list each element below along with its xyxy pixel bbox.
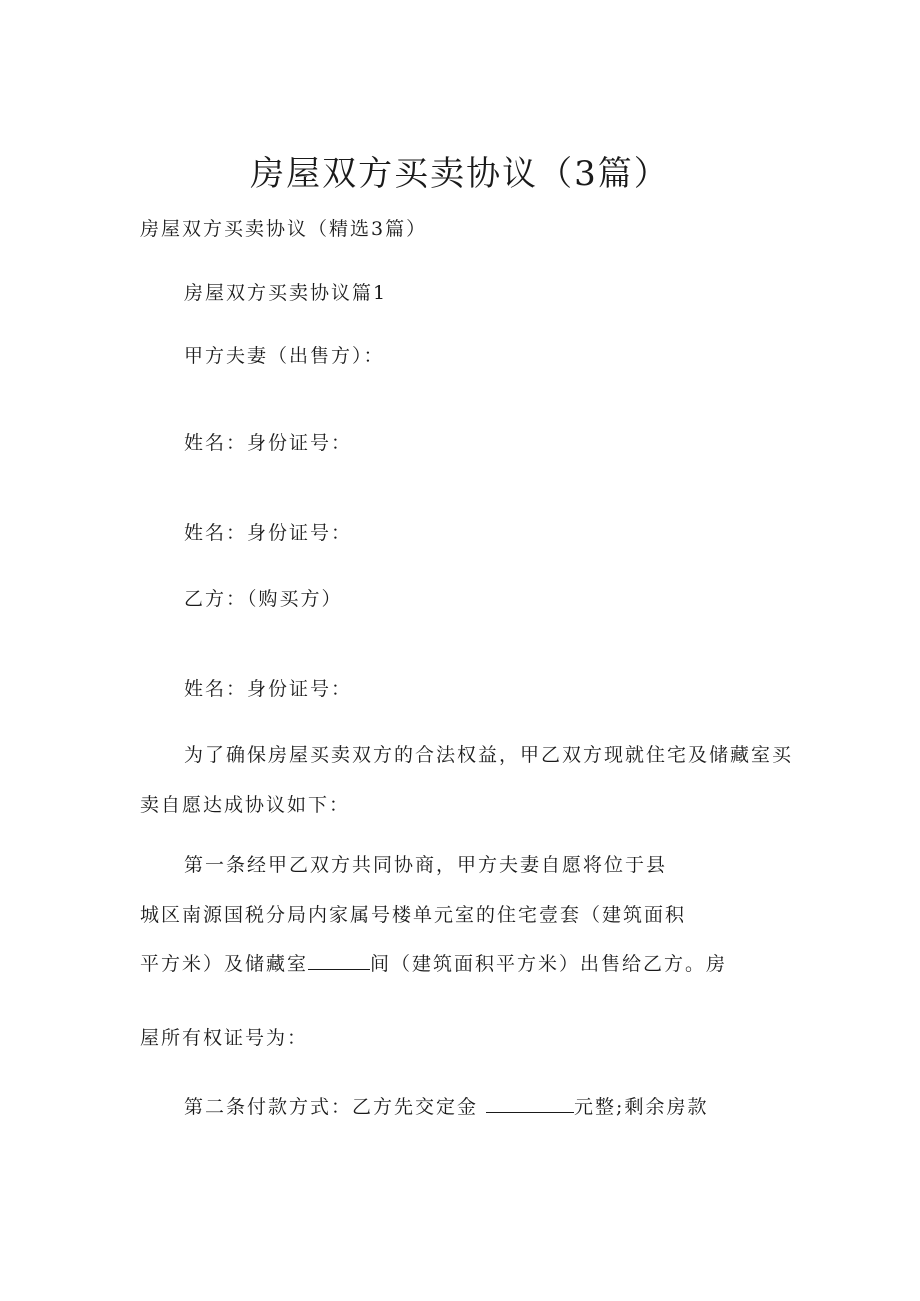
intro-paragraph-line-1: 为了确保房屋买卖双方的合法权益，甲乙双方现就住宅及储藏室买: [184, 744, 794, 766]
article-2-end: 元整;剩余房款: [574, 1096, 709, 1118]
name-id-line-2: 姓名：身份证号：: [184, 522, 353, 544]
name-id-line-1: 姓名：身份证号：: [184, 432, 353, 454]
document-subtitle: 房屋双方买卖协议（精选3篇）: [140, 218, 428, 240]
storage-count-blank: [308, 951, 370, 970]
section-heading: 房屋双方买卖协议篇1: [184, 282, 388, 304]
article-1-line-3-start: 平方米）及储藏室: [140, 953, 309, 975]
article-1-line-3-end: 间（建筑面积平方米）出售给乙方。房: [370, 953, 728, 975]
intro-paragraph-line-2: 卖自愿达成协议如下：: [140, 794, 351, 816]
article-2-start: 第二条付款方式：乙方先交定金: [184, 1096, 487, 1118]
article-1-line-1: 第一条经甲乙双方共同协商，甲方夫妻自愿将位于县: [184, 854, 668, 876]
article-1-line-2: 城区南源国税分局内家属号楼单元室的住宅壹套（建筑面积: [140, 904, 687, 926]
party-b-label: 乙方：（购买方）: [184, 588, 343, 610]
party-a-label: 甲方夫妻（出售方）：: [184, 345, 385, 367]
article-1-line-4: 屋所有权证号为：: [140, 1027, 309, 1049]
deposit-amount-blank: [486, 1094, 574, 1113]
article-1-line-3: [140, 951, 727, 976]
name-id-line-3: 姓名：身份证号：: [184, 678, 353, 700]
article-2-line-1: [184, 1094, 708, 1119]
document-title: 房屋双方买卖协议（3篇）: [250, 154, 670, 194]
